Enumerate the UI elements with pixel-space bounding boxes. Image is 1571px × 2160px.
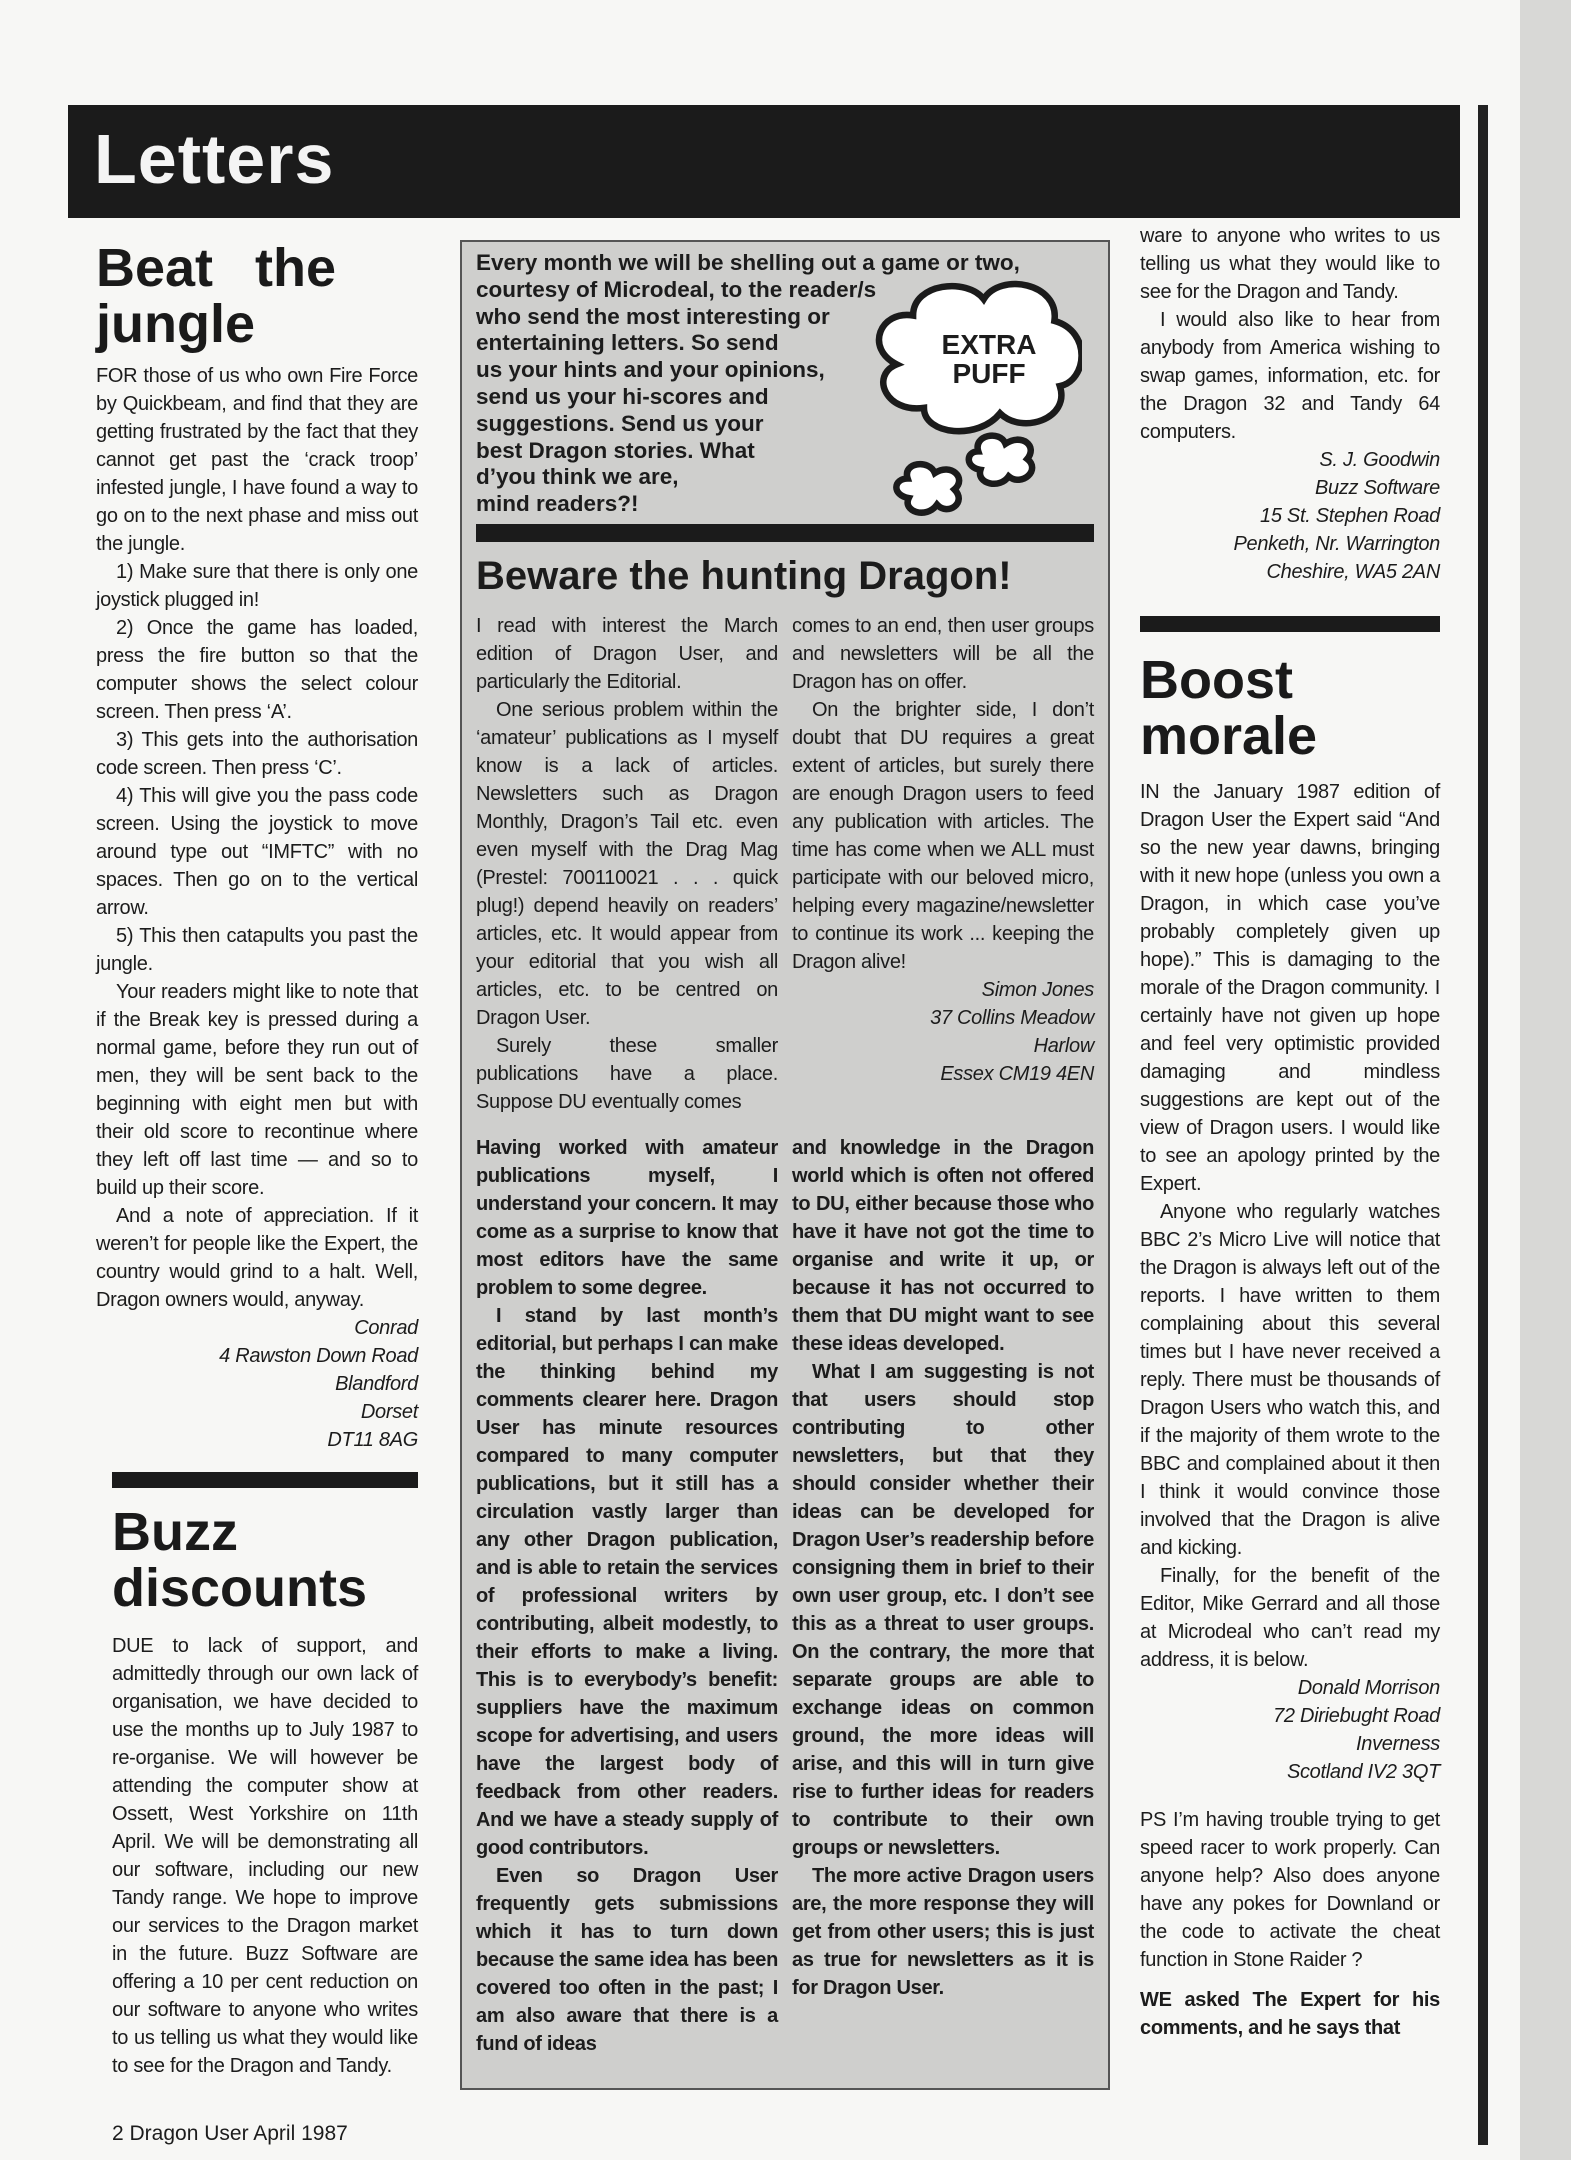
paragraph: Having worked with amateur publications myself, I understand your concern. It may come as a surprise to know that most editors have the same problem to some degree. xyxy=(476,1137,778,1299)
cloud-text xyxy=(914,330,1064,388)
letter-column-2 xyxy=(792,612,1094,1116)
signature-line: Harlow xyxy=(1033,1035,1094,1057)
blurb-line: us your hints and your opinions, xyxy=(476,357,825,383)
signature-line: DT11 8AG xyxy=(327,1429,418,1451)
section-rule xyxy=(476,524,1094,542)
paragraph: What I am suggesting is not that users should stop contributing to other newsletters, but that they should consider whether their ideas can be developed for Dragon User’s readership before consigning them in brief to their own user group, etc. I don’t see this as a threat to user groups. On the contrary, the more that separate groups are able to exchange ideas on common ground, the more ideas will arise, and this will in turn give rise to further ideas for readers to contribute to their own groups or newsletters. xyxy=(792,1361,1094,1859)
letter-column-1 xyxy=(476,612,778,1116)
paragraph: Surely these smaller publications have a place. Suppose DU eventually comes xyxy=(476,1035,778,1113)
blurb-line: Every month we will be shelling out a game or two, xyxy=(476,250,1020,275)
paragraph: One serious problem within the ‘amateur’ publications as I myself know is a lack of articles. Newsletters such as Dragon Monthly, Dragon’s Tail etc. even even myself with the Drag Mag (Prestel: 700110021 . . . quick plug!) depend heavily on readers’ articles, etc. It would appear from your editorial that you wish all articles, etc. to be centred on Dragon User. xyxy=(476,699,778,1029)
signature-line: 37 Collins Meadow xyxy=(930,1007,1094,1029)
paragraph: I read with interest the March edition of Dragon User, and particularly the Editorial. xyxy=(476,615,778,693)
beware-title: Beware the hunting Dragon! xyxy=(476,554,1012,598)
signature-line: Scotland IV2 3QT xyxy=(1286,1761,1440,1783)
paragraph: 1) Make sure that there is only one joystick plugged in! xyxy=(96,561,418,611)
signature-line: Donald Morrison xyxy=(1297,1677,1440,1699)
paragraph: 3) This gets into the authorisation code screen. Then press ‘C’. xyxy=(96,729,418,779)
letter-row xyxy=(476,612,1094,1116)
paragraph xyxy=(112,1632,418,2080)
paragraph: On the brighter side, I don’t doubt that DU requires a great extent of articles, but surely there are enough Dragon users to feed any publication with articles. The time has come when we ALL must participate with our beloved micro, helping every magazine/newsletter to continue its work ... keeping the Dragon alive! xyxy=(792,699,1094,973)
editor-reply-column-2 xyxy=(792,1134,1094,2058)
cloud-word: EXTRA xyxy=(941,329,1037,360)
page-edge-shadow xyxy=(1520,0,1571,2160)
signature-line: Simon Jones xyxy=(981,979,1094,1001)
buzz-discounts-title: Buzz discounts xyxy=(112,1502,368,1618)
reply-row xyxy=(476,1134,1094,2058)
paragraph: FOR those of us who own Fire Force by Quickbeam, and find that they are getting frustrated by the fact that they cannot get past the ‘crack troop’ infested jungle, I have found a way to go on to the next phase and miss out the jungle. xyxy=(96,365,418,555)
right-column xyxy=(1140,222,1440,2042)
buzz-text: DUE to lack of support, and admittedly through our own lack of organisation, we have decided to use the months up to July 1987 to re-organise. We will however be attending the computer show at Ossett, West Yorkshire on 11th April. We will be demonstrating all our software, including our new Tandy range. We hope to improve our services to the Dragon market in the future. Buzz Software are offering a 10 per cent reduction on our software to anyone who writes to us telling us what they would like to see for the Dragon and Tandy. xyxy=(112,1635,418,2077)
paragraph: and knowledge in the Dragon world which is often not offered to DU, either because those who have it have not got the time to organise and write it up, or because it has not occurred to them that DU might want to see these ideas developed. xyxy=(792,1137,1094,1355)
blurb-line: courtesy of Microdeal, to the reader/s xyxy=(476,276,877,302)
paragraph: I would also like to hear from anybody from America wishing to swap games, information, etc. for the Dragon 32 and Tandy 64 computers. xyxy=(1140,309,1440,443)
signature-line: Essex CM19 4EN xyxy=(940,1063,1094,1085)
page-footer: 2 Dragon User April 1987 xyxy=(112,2122,348,2145)
signature-line: 4 Rawston Down Road xyxy=(219,1345,418,1367)
paragraph: I stand by last month’s editorial, but perhaps I can make the thinking behind my comments clearer here. Dragon User has minute resources compared to many computer publications, but it still has a circulation vastly larger than any other Dragon publication, and is able to retain the services of professional writers by contributing, albeit modestly, to their efforts to make a living. This is to everybody’s benefit: suppliers have the maximum scope for advertising, and users have the largest body of feedback from other readers. And we have a steady supply of good contributors. xyxy=(476,1305,778,1859)
section-title: Letters xyxy=(94,120,335,198)
signature-line: Blandford xyxy=(335,1373,418,1395)
paragraph: Anyone who regularly watches BBC 2’s Micro Live will notice that the Dragon is always left out of the reports. I have written to them complaining about this several times but I have never received a reply. There must be thousands of Dragon Users who watch this, and if the majority of them wrote to the BBC and complained about it then I think it would convince those involved that the Dragon is alive and kicking. xyxy=(1140,1201,1440,1559)
blurb-line: d’you think we are, xyxy=(476,464,679,490)
blurb-line: entertaining letters. So send xyxy=(476,330,779,356)
signature-line: S. J. Goodwin xyxy=(1319,449,1440,471)
signature-line: Inverness xyxy=(1355,1733,1440,1755)
paragraph: comes to an end, then user groups and newsletters will be all the Dragon has on offer. xyxy=(792,615,1094,693)
boost-morale-title: Boost morale xyxy=(1140,650,1318,766)
paragraph: Your readers might like to note that if the Break key is pressed during a normal game, before they run out of men, they will be sent back to the beginning with eight men but with their old score to recontinue where they left off last time — and so to build up their score. xyxy=(96,981,418,1199)
blurb-line: mind readers?! xyxy=(476,491,639,517)
paragraph: And a note of appreciation. If it weren’t for people like the Expert, the country would grind to a halt. Well, Dragon owners would, anyway. xyxy=(96,1205,418,1311)
blurb-line: send us your hi-scores and xyxy=(476,383,769,409)
letters-box xyxy=(460,240,1110,2090)
signature-line: Buzz Software xyxy=(1314,477,1440,499)
signature-line: Dorset xyxy=(360,1401,418,1423)
masthead xyxy=(68,105,1460,218)
page-edge-rule xyxy=(1478,105,1488,2145)
signature-line: Cheshire, WA5 2AN xyxy=(1266,561,1440,583)
signature-line: Conrad xyxy=(354,1317,418,1339)
expert-intro: WE asked The Expert for his comments, and he says that xyxy=(1140,1989,1440,2039)
paragraph: ware to anyone who writes to us telling us what they would like to see for the Dragon and Tandy. xyxy=(1140,225,1440,303)
paragraph: 5) This then catapults you past the jungle. xyxy=(96,925,418,975)
thought-cloud-icon xyxy=(842,272,1082,522)
paragraph: Even so Dragon User frequently gets submissions which it has to turn down because the same idea has been covered too often in the past; I am also aware that there is a fund of ideas xyxy=(476,1865,778,2055)
editor-reply-column-1 xyxy=(476,1134,778,2058)
section-rule xyxy=(1140,616,1440,632)
beat-the-jungle-title: Beat the jungle xyxy=(96,238,336,354)
paragraph: 2) Once the game has loaded, press the fire button so that the computer shows the select colour screen. Then press ‘A’. xyxy=(96,617,418,723)
paragraph: Finally, for the benefit of the Editor, Mike Gerrard and all those at Microdeal who can’t read my address, it is below. xyxy=(1140,1565,1440,1671)
blurb-line: suggestions. Send us your xyxy=(476,410,764,436)
blurb-line: best Dragon stories. What xyxy=(476,437,755,463)
paragraph: The more active Dragon users are, the more response they will get from other users; this is just as true for newsletters as it is for Dragon User. xyxy=(792,1865,1094,1999)
blurb-line: who send the most interesting or xyxy=(476,303,830,329)
postscript: PS I’m having trouble trying to get speed racer to work properly. Can anyone help? Also does anyone have any pokes for Downland or the code to activate the cheat function in Stone Raider ? xyxy=(1140,1809,1440,1971)
extra-puff-area xyxy=(476,242,1094,524)
cloud-word: PUFF xyxy=(952,358,1026,389)
paragraph: IN the January 1987 edition of Dragon User the Expert said “And so the new year dawns, bringing with it new hope (unless you own a Dragon, in which case you’ve probably completely given up hope).” This is damaging to the morale of the Dragon community. I certainly have not given up hope and feel very optimistic provided damaging and mindless suggestions are kept out of the view of Dragon users. I would like to see an apology printed by the Expert. xyxy=(1140,781,1440,1195)
left-column xyxy=(96,240,418,2080)
paragraph: 4) This will give you the pass code screen. Using the joystick to move around type out “IMFTC” with no spaces. Then go on to the vertical arrow. xyxy=(96,785,418,919)
section-rule xyxy=(112,1472,418,1488)
signature-line: 72 Diriebught Road xyxy=(1273,1705,1440,1727)
signature-line: 15 St. Stephen Road xyxy=(1260,505,1440,527)
signature-line: Penketh, Nr. Warrington xyxy=(1233,533,1440,555)
